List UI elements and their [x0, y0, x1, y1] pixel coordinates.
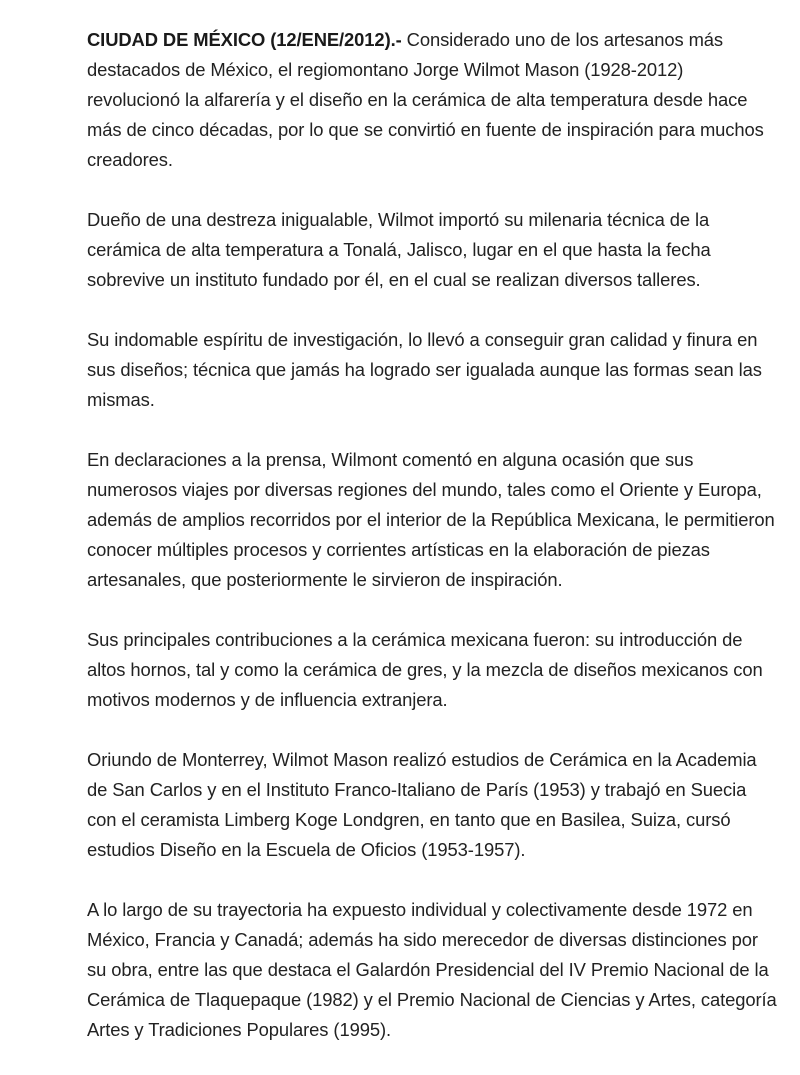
- dateline: CIUDAD DE MÉXICO (12/ENE/2012).-: [87, 29, 402, 50]
- paragraph-text: Considerado uno de los artesanos más destacados de México, el regiomontano Jorge Wilmot Mason (1928-2012) revolucionó la alfarería y el diseño en la cerámica de alta temperatura desde hace más de cinco décadas, por lo que se convirtió en fuente de inspiración para muchos creadores.: [87, 29, 764, 170]
- article-paragraph-7: A lo largo de su trayectoria ha expuesto individual y colectivamente desde 1972 en México, Francia y Canadá; además ha sido merecedor de diversas distinciones por su obra, entre las que destaca el Galardón Presidencial del IV Premio Nacional de la Cerámica de Tlaquepaque (1982) y el Premio Nacional de Ciencias y Artes, categoría Artes y Tradiciones Populares (1995).: [87, 899, 777, 1040]
- article-paragraph-1: [87, 25, 777, 175]
- article-paragraph-5: Sus principales contribuciones a la cerámica mexicana fueron: su introducción de altos hornos, tal y como la cerámica de gres, y la mezcla de diseños mexicanos con motivos modernos y de influencia extranjera.: [87, 629, 763, 710]
- article-paragraph-4: En declaraciones a la prensa, Wilmont comentó en alguna ocasión que sus numerosos viajes por diversas regiones del mundo, tales como el Oriente y Europa, además de amplios recorridos por el interior de la República Mexicana, le permitieron conocer múltiples procesos y corrientes artísticas en la elaboración de piezas artesanales, que posteriormente le sirvieron de inspiración.: [87, 449, 775, 590]
- article-paragraph-6: Oriundo de Monterrey, Wilmot Mason realizó estudios de Cerámica en la Academia de San Carlos y en el Instituto Franco-Italiano de París (1953) y trabajó en Suecia con el ceramista Limberg Koge Londgren, en tanto que en Basilea, Suiza, cursó estudios Diseño en la Escuela de Oficios (1953-1957).: [87, 749, 757, 860]
- article-paragraph-3: Su indomable espíritu de investigación, lo llevó a conseguir gran calidad y finura en sus diseños; técnica que jamás ha logrado ser igualada aunque las formas sean las mismas.: [87, 329, 762, 410]
- article-paragraph-2: Dueño de una destreza inigualable, Wilmot importó su milenaria técnica de la cerámica de alta temperatura a Tonalá, Jalisco, lugar en el que hasta la fecha sobrevive un instituto fundado por él, en el cual se realizan diversos talleres.: [87, 209, 711, 290]
- article-body: [87, 25, 777, 1075]
